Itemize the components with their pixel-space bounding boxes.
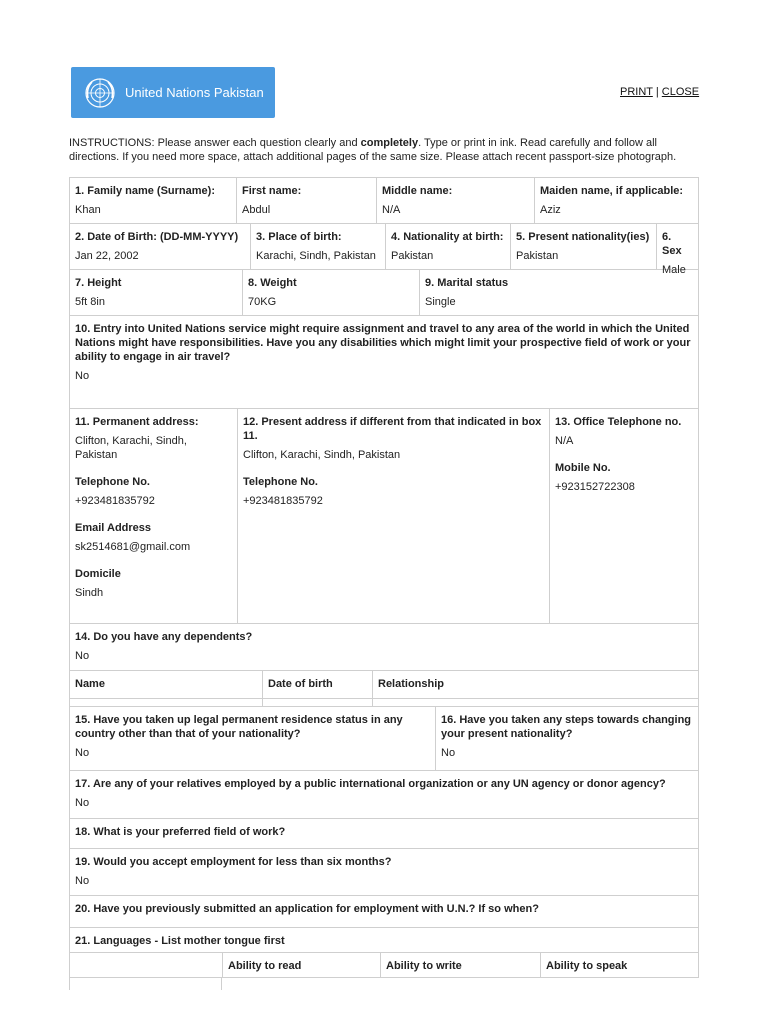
email-label: Email Address [75, 522, 152, 534]
dependent-dob-input[interactable] [262, 699, 372, 706]
permanent-address-value[interactable]: Clifton, Karachi, Sindh, Pakistan [75, 435, 187, 461]
disabilities-cell [70, 316, 698, 408]
close-link[interactable]: CLOSE [661, 86, 700, 98]
ability-read-header [222, 953, 380, 977]
field-of-work-cell[interactable] [70, 819, 698, 848]
office-telephone-label: 13. Office Telephone no. [555, 416, 682, 428]
permanent-telephone-label: Telephone No. [75, 476, 150, 488]
present-telephone-label: Telephone No. [243, 476, 318, 488]
print-link[interactable]: PRINT [620, 86, 653, 98]
marital-status-value[interactable]: Single [425, 296, 456, 308]
dependents-label: 14. Do you have any dependents? [75, 631, 253, 643]
row-addresses [69, 409, 699, 624]
dependents-value[interactable]: No [75, 650, 90, 662]
present-address-value[interactable]: Clifton, Karachi, Sindh, Pakistan [243, 449, 401, 461]
present-telephone-value[interactable]: +923481835792 [243, 495, 323, 507]
ability-write-header [380, 953, 540, 977]
dependents-cell [70, 624, 698, 670]
present-address-cell [237, 409, 549, 623]
languages-table-header [69, 953, 699, 978]
languages-table-row[interactable] [69, 978, 699, 990]
domicile-value[interactable]: Sindh [75, 587, 104, 599]
row-residence [69, 707, 699, 771]
link-separator: | [652, 86, 662, 98]
permanent-telephone-value[interactable]: +923481835792 [75, 495, 155, 507]
present-nationality-cell [510, 224, 656, 269]
table-header-dob [262, 671, 372, 698]
row-disabilities [69, 316, 699, 409]
weight-label: 8. Weight [248, 277, 297, 289]
relatives-label: 17. Are any of your relatives employed by a public international organization or any UN agency or donor agency? [75, 778, 666, 790]
row-short-employment [69, 849, 699, 896]
email-value[interactable]: sk2514681@gmail.com [75, 541, 191, 553]
relatives-cell [70, 771, 698, 818]
residence-status-cell [70, 707, 435, 770]
present-nationality-value[interactable]: Pakistan [516, 250, 559, 262]
header-name-text: Name [75, 678, 105, 690]
row-languages [69, 928, 699, 953]
maiden-name-label: Maiden name, if applicable: [540, 185, 684, 197]
instructions-prefix: INSTRUCTIONS: Please answer each question clearly and [69, 137, 361, 149]
height-value[interactable]: 5ft 8in [75, 296, 105, 308]
nationality-at-birth-value[interactable]: Pakistan [391, 250, 434, 262]
sex-value[interactable]: Male [662, 264, 686, 276]
marital-status-cell [419, 270, 698, 315]
family-name-label: 1. Family name (Surname): [75, 185, 215, 197]
instructions-suffix: . Type or print in ink. Read carefully and follow all directions. If you need more space, attach additional pages of the same size. Please attach recent passport-size photograph. [69, 137, 677, 163]
middle-name-label: Middle name: [382, 185, 453, 197]
mobile-value[interactable]: +923152722308 [555, 481, 635, 493]
mobile-label: Mobile No. [555, 462, 611, 474]
middle-name-cell [376, 178, 534, 223]
short-employment-cell [70, 849, 698, 895]
short-employment-value[interactable]: No [75, 875, 90, 887]
logo-text: United Nations Pakistan [125, 85, 264, 100]
row-previous-application [69, 896, 699, 928]
previous-application-label: 20. Have you previously submitted an application for employment with U.N.? If so when? [75, 903, 539, 915]
header-relationship-text: Relationship [378, 678, 445, 690]
middle-name-value[interactable]: N/A [382, 204, 401, 216]
row-relatives [69, 771, 699, 819]
row-dependents [69, 624, 699, 671]
un-logo-banner [71, 67, 275, 118]
relatives-value[interactable]: No [75, 797, 90, 809]
language-name-header [70, 953, 222, 977]
office-telephone-cell [549, 409, 698, 623]
disabilities-value[interactable]: No [75, 370, 90, 382]
office-telephone-value[interactable]: N/A [555, 435, 574, 447]
dob-cell [70, 224, 250, 269]
header-dob-text: Date of birth [268, 678, 333, 690]
maiden-name-value[interactable]: Aziz [540, 204, 561, 216]
nationality-at-birth-label: 4. Nationality at birth: [391, 231, 504, 243]
maiden-name-cell [534, 178, 698, 223]
table-header-relationship [372, 671, 698, 698]
top-links [620, 86, 699, 98]
family-name-cell [70, 178, 236, 223]
row-names [69, 177, 699, 224]
ability-speak-text: Ability to speak [546, 960, 628, 972]
first-name-cell [236, 178, 376, 223]
place-of-birth-cell [250, 224, 385, 269]
sex-label: 6. Sex [662, 231, 682, 257]
height-cell [70, 270, 242, 315]
field-of-work-label: 18. What is your preferred field of work? [75, 826, 286, 838]
row-physical [69, 270, 699, 316]
ability-read-text: Ability to read [228, 960, 302, 972]
disabilities-label: 10. Entry into United Nations service might require assignment and travel to any area of the world in which the United Nations might have responsibilities. Have you any disabilities which might limit your prospective field of work or your ability to engage in air travel? [75, 323, 691, 363]
table-header-name [70, 671, 262, 698]
present-nationality-label: 5. Present nationality(ies) [516, 231, 650, 243]
instructions-text [69, 136, 709, 164]
place-of-birth-value[interactable]: Karachi, Sindh, Pakistan [256, 250, 376, 262]
first-name-value[interactable]: Abdul [242, 204, 271, 216]
ability-speak-header [540, 953, 698, 977]
dob-label: 2. Date of Birth: (DD-MM-YYYY) [75, 231, 239, 243]
dependent-relationship-input[interactable] [372, 699, 698, 706]
languages-cell [70, 928, 698, 952]
marital-status-label: 9. Marital status [425, 277, 509, 289]
dependent-name-input[interactable] [70, 699, 262, 706]
permanent-address-label: 11. Permanent address: [75, 416, 199, 428]
height-label: 7. Height [75, 277, 122, 289]
ability-write-text: Ability to write [386, 960, 462, 972]
short-employment-label: 19. Would you accept employment for less than six months? [75, 856, 392, 868]
first-name-label: First name: [242, 185, 302, 197]
present-address-label: 12. Present address if different from that indicated in box 11. [243, 416, 542, 442]
family-name-value[interactable]: Khan [75, 204, 101, 216]
row-field-of-work [69, 819, 699, 849]
languages-label: 21. Languages - List mother tongue first [75, 935, 285, 947]
previous-application-cell[interactable] [70, 896, 698, 927]
un-emblem-icon [83, 76, 117, 110]
domicile-label: Domicile [75, 568, 121, 580]
language-column-divider [221, 978, 222, 990]
nationality-change-label: 16. Have you taken any steps towards changing your present nationality? [441, 714, 692, 740]
permanent-address-cell [70, 409, 237, 623]
place-of-birth-label: 3. Place of birth: [256, 231, 342, 243]
weight-value[interactable]: 70KG [248, 296, 277, 308]
dependents-table-header [69, 671, 699, 699]
dependents-table-row[interactable] [69, 699, 699, 707]
nationality-change-value[interactable]: No [441, 747, 456, 759]
dob-value[interactable]: Jan 22, 2002 [75, 250, 139, 262]
sex-cell [656, 224, 698, 276]
weight-cell [242, 270, 419, 315]
residence-status-label: 15. Have you taken up legal permanent residence status in any country other than that of your nationality? [75, 714, 403, 740]
residence-status-value[interactable]: No [75, 747, 90, 759]
instructions-bold: completely [360, 137, 419, 149]
nationality-at-birth-cell [385, 224, 510, 269]
nationality-change-cell [435, 707, 698, 770]
row-birth [69, 224, 699, 276]
